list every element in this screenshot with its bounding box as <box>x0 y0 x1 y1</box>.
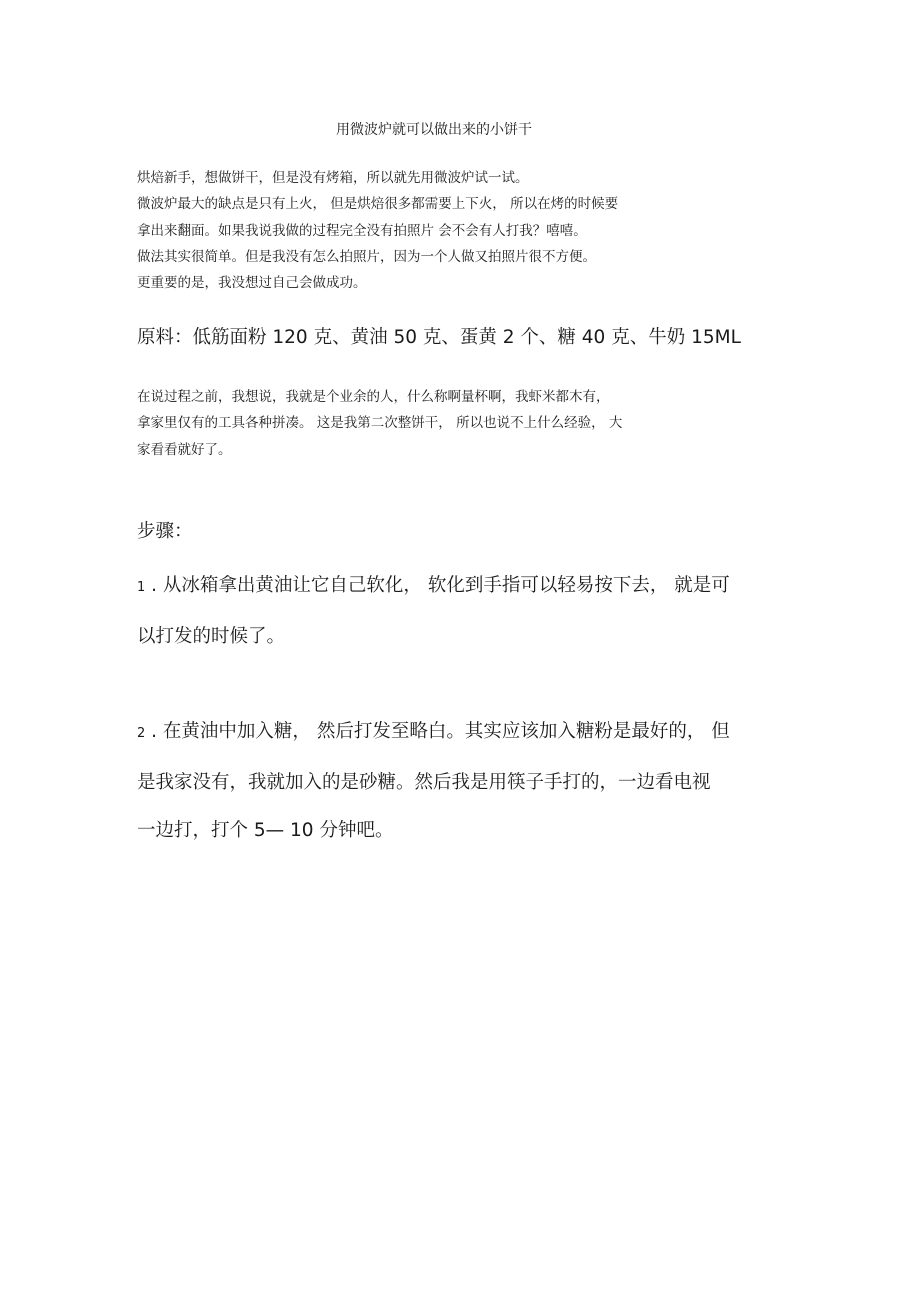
step-text: . 在黄油中加入糖， 然后打发至略白。其实应该加入糖粉是最好的， 但 <box>151 721 730 742</box>
intro-line: 微波炉最大的缺点是只有上火， 但是烘焙很多都需要上下火， 所以在烤的时候要 <box>137 196 619 213</box>
preface-line: 家看看就好了。 <box>137 441 232 458</box>
step-number: 1 <box>137 580 146 595</box>
step-number: 2 <box>137 726 146 741</box>
page-title: 用微波炉就可以做出来的小饼干 <box>336 122 532 138</box>
ingredients-line: 原料：低筋面粉 120 克、黄油 50 克、蛋黄 2 个、糖 40 克、牛奶 15ML <box>137 327 741 348</box>
step-text: . 从冰箱拿出黄油让它自己软化， 软化到手指可以轻易按下去， 就是可 <box>151 575 730 596</box>
step-1 <box>137 562 787 661</box>
step-line: 以打发的时候了。 <box>137 625 286 647</box>
step-line <box>137 708 787 759</box>
steps-heading: 步骤： <box>137 521 193 542</box>
preface-paragraph <box>137 384 797 463</box>
intro-line: 更重要的是，我没想过自己会做成功。 <box>137 275 367 292</box>
intro-line: 做法其实很简单。但是我没有怎么拍照片，因为一个人做又拍照片很不方便。 <box>137 248 596 265</box>
intro-paragraph <box>137 165 797 296</box>
step-line <box>137 562 787 613</box>
step-line: 一边打，打个 5— 10 分钟吧。 <box>137 820 394 841</box>
intro-line: 拿出来翻面。如果我说我做的过程完全没有拍照片 会不会有人打我？嘻嘻。 <box>137 222 587 239</box>
intro-line: 烘焙新手，想做饼干，但是没有烤箱，所以就先用微波炉试一试。 <box>137 170 529 186</box>
preface-line: 在说过程之前，我想说，我就是个业余的人，什么称啊量杯啊，我虾米都木有， <box>137 389 610 405</box>
preface-line: 拿家里仅有的工具各种拼凑。 这是我第二次整饼干， 所以也说不上什么经验， 大 <box>137 415 623 432</box>
step-2 <box>137 708 787 856</box>
step-line: 是我家没有，我就加入的是砂糖。然后我是用筷子手打的，一边看电视 <box>137 771 711 793</box>
